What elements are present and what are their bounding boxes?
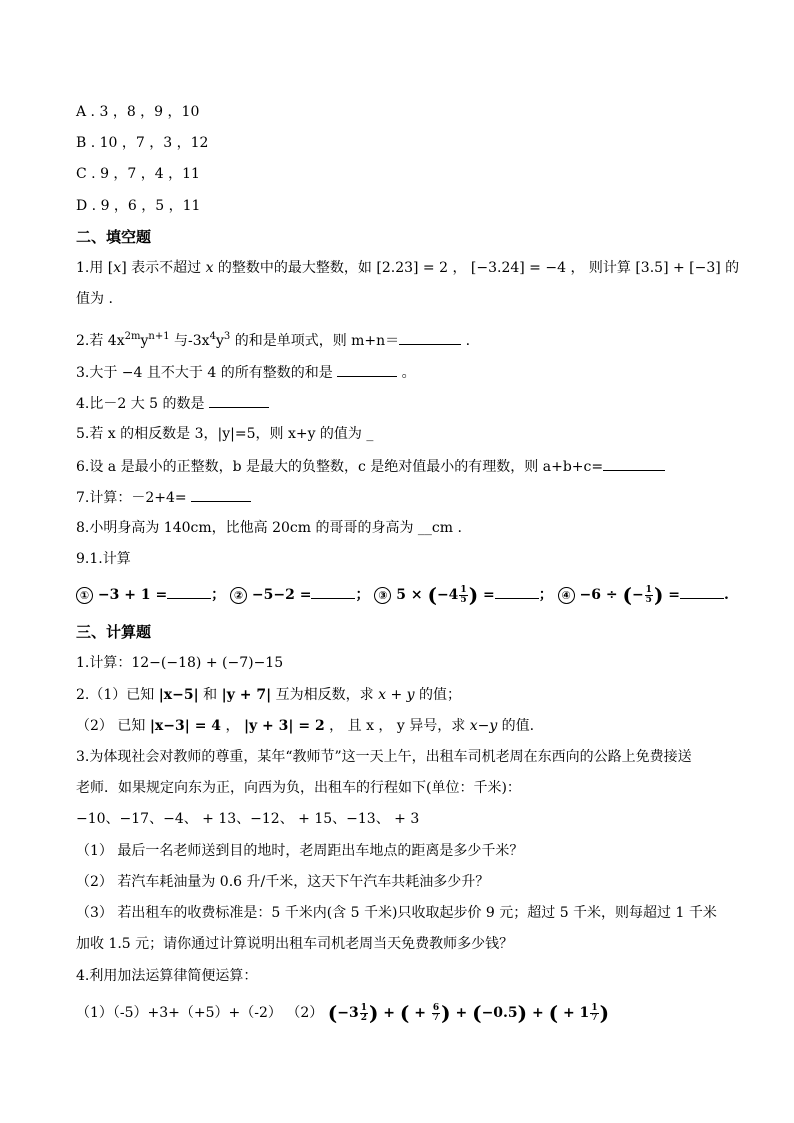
answer-blank[interactable] [167, 584, 211, 599]
q1-var-x2: x [205, 260, 214, 276]
calc-question-3-data: −10、−17、−4、 + 13、−12、 + 15、−13、 + 3 [76, 811, 420, 827]
fill-question-6 [76, 456, 665, 477]
choice-c: C . 9 ，7 ，4 ，11 [76, 166, 200, 182]
q3-text: 3.大于 −4 且不大于 4 的所有整数的和是 [76, 365, 333, 381]
circled-number-1: ① [76, 587, 93, 604]
fill-question-8: 8.小明身高为 140cm，比他高 20cm 的哥哥的身高为 __cm . [76, 520, 462, 536]
q9-expr-4b: − [631, 587, 644, 603]
answer-blank[interactable] [680, 584, 724, 599]
calc-question-2-1: 2.（1）已知 |x−5| 和 |y + 7| 互为相反数，求 x + y 的值； [76, 687, 461, 703]
calc-question-2-2: （2） 已知 |x−3| = 4 ， |y + 3| = 2 ， 且 x ， y 异号，求 x−y 的值. [76, 718, 535, 734]
q2-post: 的和是单项式，则 m+n＝ [230, 333, 400, 349]
fill-question-1-cont: 值为 . [76, 291, 113, 307]
q4-item-1: （1）（-5）+3+（+5）+（-2） [76, 1005, 282, 1021]
q2-exp-2m: 2m [124, 331, 141, 342]
fraction: $\frac{1}{5}$ [460, 584, 467, 605]
choice-a: A . 3 ，8 ，9 ，10 [76, 104, 200, 120]
q4-item-2-label: （2） [286, 1005, 324, 1021]
fraction: $\frac{1}{5}$ [645, 584, 652, 605]
fill-question-4 [76, 393, 269, 414]
separator: ； [355, 587, 370, 603]
q7-text: 7.计算：－2+4= [76, 490, 187, 506]
section-heading-fill-blank: 二、填空题 [76, 228, 152, 246]
q2-exp-4: 4 [209, 331, 216, 342]
q9-expr-1: −3 + 1 = [97, 587, 168, 603]
fill-question-7 [76, 487, 251, 508]
circled-number-2: ② [230, 587, 247, 604]
fraction: $\frac{6}{7}$ [432, 1002, 440, 1023]
q4-text: 4.比－2 大 5 的数是 [76, 396, 205, 412]
q9-eq: = [478, 587, 495, 603]
calc-question-3: 3.为体现社会对教师的尊重，某年“教师节”这一天上午，出租车司机老周在东西向的公路上免费接送 [76, 749, 692, 765]
separator: ； [211, 587, 226, 603]
q9-expr-3b: −4 [436, 587, 459, 603]
q1-text-b: ] 表示不超过 [121, 260, 206, 276]
calc-question-3-sub-2: （2） 若汽车耗油量为 0.6 升/千米，这天下午汽车共耗油多少升？ [76, 874, 490, 890]
q9-end: . [724, 587, 729, 603]
q2-end: . [461, 333, 471, 349]
section-heading-calculation: 三、计算题 [76, 623, 152, 641]
q9-expr-3a: 5 × [396, 587, 428, 603]
separator: ； [538, 587, 553, 603]
calc-question-4-items [76, 1000, 609, 1026]
paren-close: ) [468, 583, 479, 607]
choice-b: B . 10 ，7 ，3 ，12 [76, 135, 209, 151]
fraction: $\frac{1}{7}$ [591, 1002, 598, 1023]
q6-text: 6.设 a 是最小的正整数，b 是最大的负整数，c 是绝对值最小的有理数，则 a+b+c= [76, 459, 604, 475]
circled-number-3: ③ [374, 587, 391, 604]
fill-question-3 [76, 362, 416, 383]
q2-pre: 2.若 4x [76, 333, 125, 349]
q2-exp-n1: n+1 [148, 331, 170, 342]
q9-expr-4a: −6 ÷ [579, 587, 623, 603]
fill-question-9-items [76, 582, 729, 608]
paren-open: ( [622, 583, 632, 607]
calc-question-4: 4.利用加法运算律简便运算： [76, 968, 258, 984]
answer-blank[interactable] [495, 584, 539, 599]
q4-item-2-expression: (−3 $\frac{1}{2}$ ) + ( + $\frac{6}{7}$ ) + (−0.5) + ( + 1 $\frac{1}{7}$ ) [327, 1001, 610, 1025]
q2-y2: y [215, 333, 224, 349]
answer-blank[interactable] [337, 362, 397, 377]
circled-number-4: ④ [558, 587, 575, 604]
calc-question-3-cont: 老师．如果规定向东为正，向西为负，出租车的行程如下(单位：千米)： [76, 780, 521, 796]
q2-exp-3: 3 [223, 331, 231, 342]
fraction: $\frac{1}{2}$ [360, 1002, 367, 1023]
q2-y: y [140, 333, 149, 349]
fill-question-9: 9.1.计算 [76, 551, 131, 567]
calc-question-3-sub-3-cont: 加收 1.5 元；请你通过计算说明出租车司机老周当天免费教师多少钱？ [76, 936, 514, 952]
calc-question-3-sub-3: （3） 若出租车的收费标准是：5 千米内(含 5 千米)只收取起步价 9 元；超过 5 千米，则每超过 1 千米 [76, 905, 717, 921]
q9-expr-2: −5−2 = [251, 587, 312, 603]
q9-eq: = [663, 587, 681, 603]
fill-question-2 [76, 327, 470, 351]
fill-question-5: 5.若 x 的相反数是 3，|y|=5，则 x+y 的值为 _ [76, 426, 374, 442]
q3-end: 。 [397, 365, 416, 381]
answer-blank[interactable] [311, 584, 355, 599]
paren-open: ( [427, 583, 437, 607]
choice-d: D . 9 ，6 ，5 ，11 [76, 198, 201, 214]
fill-question-1 [76, 258, 739, 278]
answer-blank[interactable] [399, 330, 461, 345]
answer-blank[interactable] [191, 487, 251, 502]
q2-mid: 与-3x [169, 333, 210, 349]
q1-var-x: x [113, 260, 122, 276]
q1-text-c: 的整数中的最大整数，如 [2.23] = 2 ， [−3.24] = −4 ， 则计算 [3.5] + [−3] 的 [213, 260, 740, 276]
answer-blank[interactable] [603, 456, 665, 471]
paren-close: ) [653, 583, 664, 607]
answer-blank[interactable] [209, 393, 269, 408]
calc-question-3-sub-1: （1） 最后一名老师送到目的地时，老周距出车地点的距离是多少千米？ [76, 843, 524, 859]
q1-text-a: 1.用 [ [76, 260, 114, 276]
calc-question-1: 1.计算：12−(−18) + (−7)−15 [76, 655, 284, 671]
